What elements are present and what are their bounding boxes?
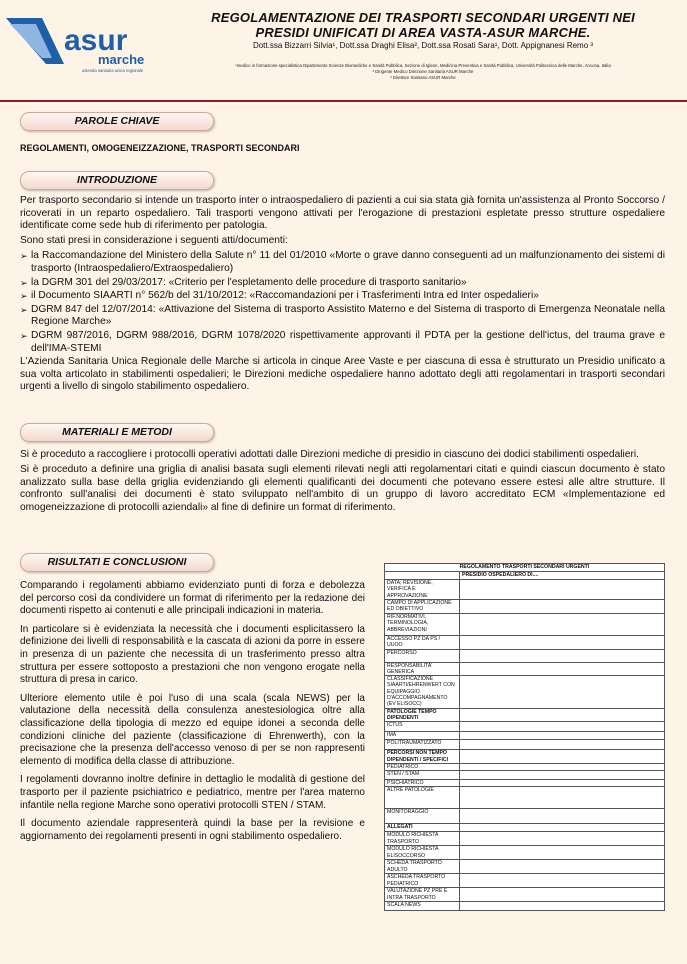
table-row	[385, 750, 665, 764]
table-row-value	[460, 600, 665, 614]
risultati-paragraph-1: Comparando i regolamenti abbiamo evidenziato punti di forza e debolezza del percorso così da condividere un format di riferimento per la redazione dei documenti rispetto ai contenuti e alle principali indicazioni in materia.	[20, 580, 365, 617]
poster-header	[0, 0, 687, 100]
table-row-label: DATA, REVISIONE, VERIFICA E APPROVAZIONE	[385, 580, 460, 600]
table-row	[385, 846, 665, 860]
keywords: REGOLAMENTI, OMOGENEIZZAZIONE, TRASPORTI SECONDARI	[20, 143, 300, 153]
table-row	[385, 860, 665, 874]
affiliations	[168, 63, 678, 81]
table-row-label: RIF.NORMATIVI, TERMINOLOGIA, ABBREVIAZIONI	[385, 614, 460, 636]
table-row-value	[460, 708, 665, 722]
risultati-paragraph-2: In particolare si è evidenziata la necessità che i documenti esplicitassero la definizione dei livelli di responsabilità e la cascata di azioni da porre in essere in presenza di un paziente che necessita di un trasferimento presso altra struttura per essere sottoposto a prestazioni che non vengono erogate nella struttura di presa in carico.	[20, 623, 365, 686]
section-introduzione: INTRODUZIONE	[20, 171, 214, 190]
metodi-paragraph-1: Si è proceduto a raccogliere i protocolli operativi adottati dalle Direzioni mediche di presidio in ciascuno dei dodici stabilimenti ospedalieri.	[20, 449, 639, 460]
table-row	[385, 771, 665, 780]
intro-bullet: ➢ il Documento SIAARTI n° 562/b del 31/10/2012: «Raccomandazioni per i Trasferimenti Intra ed Inter ospedalieri»	[20, 290, 539, 302]
table-row	[385, 649, 665, 662]
authors: Dott.ssa Bizzarri Silvia¹, Dott.ssa Draghi Elisa², Dott.ssa Rosati Sara¹, Dott. Appignanesi Remo ³	[252, 41, 594, 50]
table-row	[385, 787, 665, 809]
table-row	[385, 614, 665, 636]
affiliation-2: ² Dirigente Medico Direzione Sanitaria ASUR Marche	[372, 69, 474, 74]
arrow-bullet-icon: ➢	[20, 330, 28, 341]
header-divider	[0, 100, 687, 102]
table-row-label: MONITORAGGIO	[385, 809, 460, 824]
table-row-value	[460, 824, 665, 832]
table-row	[385, 636, 665, 650]
title-line-1: REGOLAMENTAZIONE DEI TRASPORTI SECONDARI URGENTI NEI	[211, 10, 635, 25]
risultati-paragraph-4: I regolamenti dovranno inoltre definire in dettaglio le modalità di gestione del trasporto per il paziente psichiatrico e pediatrico, mentre per l'area materno infantile nella regione Marche sono operativi protocolli STEN / STAM.	[20, 774, 365, 811]
table-row-label: RESPONSABILITA' GENERICA	[385, 662, 460, 676]
table-row-value	[460, 740, 665, 750]
table-row-value	[460, 787, 665, 809]
table-row-value	[460, 662, 665, 676]
table-row-value	[460, 676, 665, 708]
table-row-label: CLASSIFICAZIONE SIAARTI/EHRENWERT CON EQUIPAGGIO D'ACCOMPAGNAMENTO (EV ELISOCC)	[385, 676, 460, 708]
table-row-label: SCHEDA TRASPORTO ADULTO	[385, 860, 460, 874]
table-row-value	[460, 902, 665, 911]
poster-title	[168, 10, 678, 40]
table-row-value	[460, 874, 665, 888]
table-row	[385, 732, 665, 740]
table-row	[385, 676, 665, 708]
table-subtitle: PRESIDIO OSPEDALIERO DI....	[460, 572, 665, 580]
arrow-bullet-icon: ➢	[20, 251, 28, 262]
table-row	[385, 902, 665, 911]
table-row-label: PATOLOGIE TEMPO DIPENDENTI	[385, 708, 460, 722]
table-row-value	[460, 649, 665, 662]
table-row-label: MODULO RICHIESTA TRASPORTO	[385, 832, 460, 846]
table-row-label: ALLEGATI	[385, 824, 460, 832]
table-title-row	[385, 564, 665, 572]
table-title: REGOLAMENTO TRASPORTI SECONDARI URGENTI	[385, 564, 665, 572]
table-row-label: ALTRE PATOLOGIE	[385, 787, 460, 809]
table-row-label: PSICHIATRICO	[385, 780, 460, 787]
table-row-value	[460, 763, 665, 770]
affiliation-1: ¹medico in formazione specialistica Dipartimento Scienze Biomediche e Sanità Pubblica, Sezione di Igiene, Medicina Preventiva e Sanità Pubblica, Università Politecnica delle Marche, Ancona, Italia	[235, 63, 611, 68]
table-row-label: PERCORSI NON TEMPO DIPENDENTI / SPECIFICI	[385, 750, 460, 764]
table-row-label: SCALA NEWS	[385, 902, 460, 911]
table-row-label: ACCESSO PZ DA PS / UUOO	[385, 636, 460, 650]
table-row	[385, 780, 665, 787]
intro-bullet: ➢ la Raccomandazione del Ministero della Salute n° 11 del 01/2010 «Morte o grave danno conseguenti ad un malfunzionamento dei sistemi di trasporto (Intraospedaliero/Extraospedaliero)	[20, 250, 665, 274]
table-row-label: PEDIATRICO	[385, 763, 460, 770]
table-row-value	[460, 636, 665, 650]
table-row-value	[460, 860, 665, 874]
table-row-value	[460, 846, 665, 860]
arrow-bullet-icon: ➢	[20, 304, 28, 315]
intro-paragraph-3: L'Azienda Sanitaria Unica Regionale delle Marche si articola in cinque Aree Vaste e per ciascuna di essa è strutturato un Presidio unificato a sua volta articolato in stabilimenti ospedalieri; le Direzioni mediche ospedaliere hanno adottato degli atti regolamentari in trasporti secondari urgenti a livello di singolo stabilimento ospedaliero.	[20, 356, 665, 393]
table-row-label: PERCORSO	[385, 649, 460, 662]
table-row-value	[460, 732, 665, 740]
intro-paragraph-1: Per trasporto secondario si intende un trasporto inter o intraospedaliero di pazienti a cui sia stata già fornita un'assistenza al Pronto Soccorso / ricoverati in un reparto ospedaliero. Tali trasporti vengono attivati per l'erogazione di prestazioni espletate presso strutture ospedaliere identificate come sede hub di riferimento per patologia.	[20, 195, 665, 232]
section-parole-chiave: PAROLE CHIAVE	[20, 112, 214, 131]
title-line-2: PRESIDI UNIFICATI DI AREA VASTA-ASUR MARCHE.	[255, 25, 591, 40]
table-row	[385, 832, 665, 846]
table-row-value	[460, 614, 665, 636]
arrow-bullet-icon: ➢	[20, 291, 28, 302]
table-row-value	[460, 780, 665, 787]
intro-bullet: ➢ DGRM 987/2016, DGRM 988/2016, DGRM 1078/2020 rispettivamente approvanti il PDTA per la gestione dell'ictus, del trauma grave e dell'IMA-STEMI	[20, 329, 665, 354]
regolamento-table	[384, 563, 665, 911]
logo-sub: marche	[98, 52, 145, 67]
table-row-label: ASCHEDA TRASPORTO PEDIATRICO	[385, 874, 460, 888]
table-row	[385, 824, 665, 832]
table-row	[385, 809, 665, 824]
table-row-value	[460, 832, 665, 846]
risultati-paragraph-5: Il documento aziendale rappresenterà quindi la base per la revisione e aggiornamento dei regolamenti presenti in ogni stabilimento ospedaliero.	[20, 818, 365, 842]
intro-bullet: ➢ la DGRM 301 del 29/03/2017: «Criterio per l'espletamento delle procedure di trasporto sanitario»	[20, 276, 467, 288]
table-row	[385, 708, 665, 722]
intro-paragraph-2: Sono stati presi in considerazione i seguenti atti/documenti:	[20, 235, 288, 247]
table-row	[385, 580, 665, 600]
table-row-value	[460, 722, 665, 732]
table-row-label: MODULO RICHIESTA ELISOCCORSO	[385, 846, 460, 860]
table-row	[385, 888, 665, 902]
table-row	[385, 662, 665, 676]
table-row-value	[460, 888, 665, 902]
table-row-value	[460, 809, 665, 824]
table-row	[385, 763, 665, 770]
logo-text: asur	[64, 24, 128, 57]
table-row	[385, 722, 665, 732]
table-row-value	[460, 750, 665, 764]
logo-tagline: azienda sanitaria unica regionale	[82, 68, 144, 73]
table-row-value	[460, 771, 665, 780]
section-risultati: RISULTATI E CONCLUSIONI	[20, 553, 214, 572]
table-row-label: POLITRAUMATIZZATO	[385, 740, 460, 750]
metodi-text	[20, 449, 665, 517]
table-row-label: STEN / STAM	[385, 771, 460, 780]
intro-text	[20, 195, 665, 396]
risultati-text	[20, 580, 365, 846]
affiliation-3: ³ Direttore Sanitario ASUR Marche	[390, 75, 456, 80]
table-row-value	[460, 580, 665, 600]
table-row-label: VALUTAZIONE PZ PRE E INTRA TRASPORTO	[385, 888, 460, 902]
asur-logo	[2, 12, 162, 82]
table-row-label: IMA	[385, 732, 460, 740]
table-subtitle-row	[385, 572, 665, 580]
table-row	[385, 600, 665, 614]
metodi-paragraph-2: Si è proceduto a definire una griglia di analisi basata sugli elementi rilevati negli atti regolamentari citati e quindi ciascun documento è stato analizzato sulla base della griglia evidenziando gli elementi qualificanti dei documenti che potevano essere estesi alle altre strutture. Il confronto sull'analisi dei documenti è stato sviluppato nell'ambito di un gruppo di lavoro accreditato ECM «Implementazione ed omogeneizzazione di protocolli aziendali» al fine di definire un format di riferimento.	[20, 464, 665, 513]
table-row-label: CAMPO DI APPLICAZIONE ED OBIETTIVO	[385, 600, 460, 614]
table-row-label: ICTUS	[385, 722, 460, 732]
table-row	[385, 874, 665, 888]
table-row	[385, 740, 665, 750]
section-materiali-metodi: MATERIALI E METODI	[20, 423, 214, 442]
intro-bullet: ➢ DGRM 847 del 12/07/2014: «Attivazione del Sistema di trasporto Assistito Materno e del Sistema di trasporto di Emergenza Neonatale nella Regione Marche»	[20, 303, 665, 328]
risultati-paragraph-3: Ulteriore elemento utile è poi l'uso di una scala (scala NEWS) per la valutazione della necessità della consulenza anestesiologica oltre alla classificazione della tipologia di mezzo ed equipe idonei a seconda delle condizioni cliniche del paziente (classificazione di Ehrenwerth), con la precisazione che la presenza dell'accesso venoso di per se non rappresenti elemento di modifica della classe di attribuzione.	[20, 692, 365, 767]
arrow-bullet-icon: ➢	[20, 277, 28, 288]
